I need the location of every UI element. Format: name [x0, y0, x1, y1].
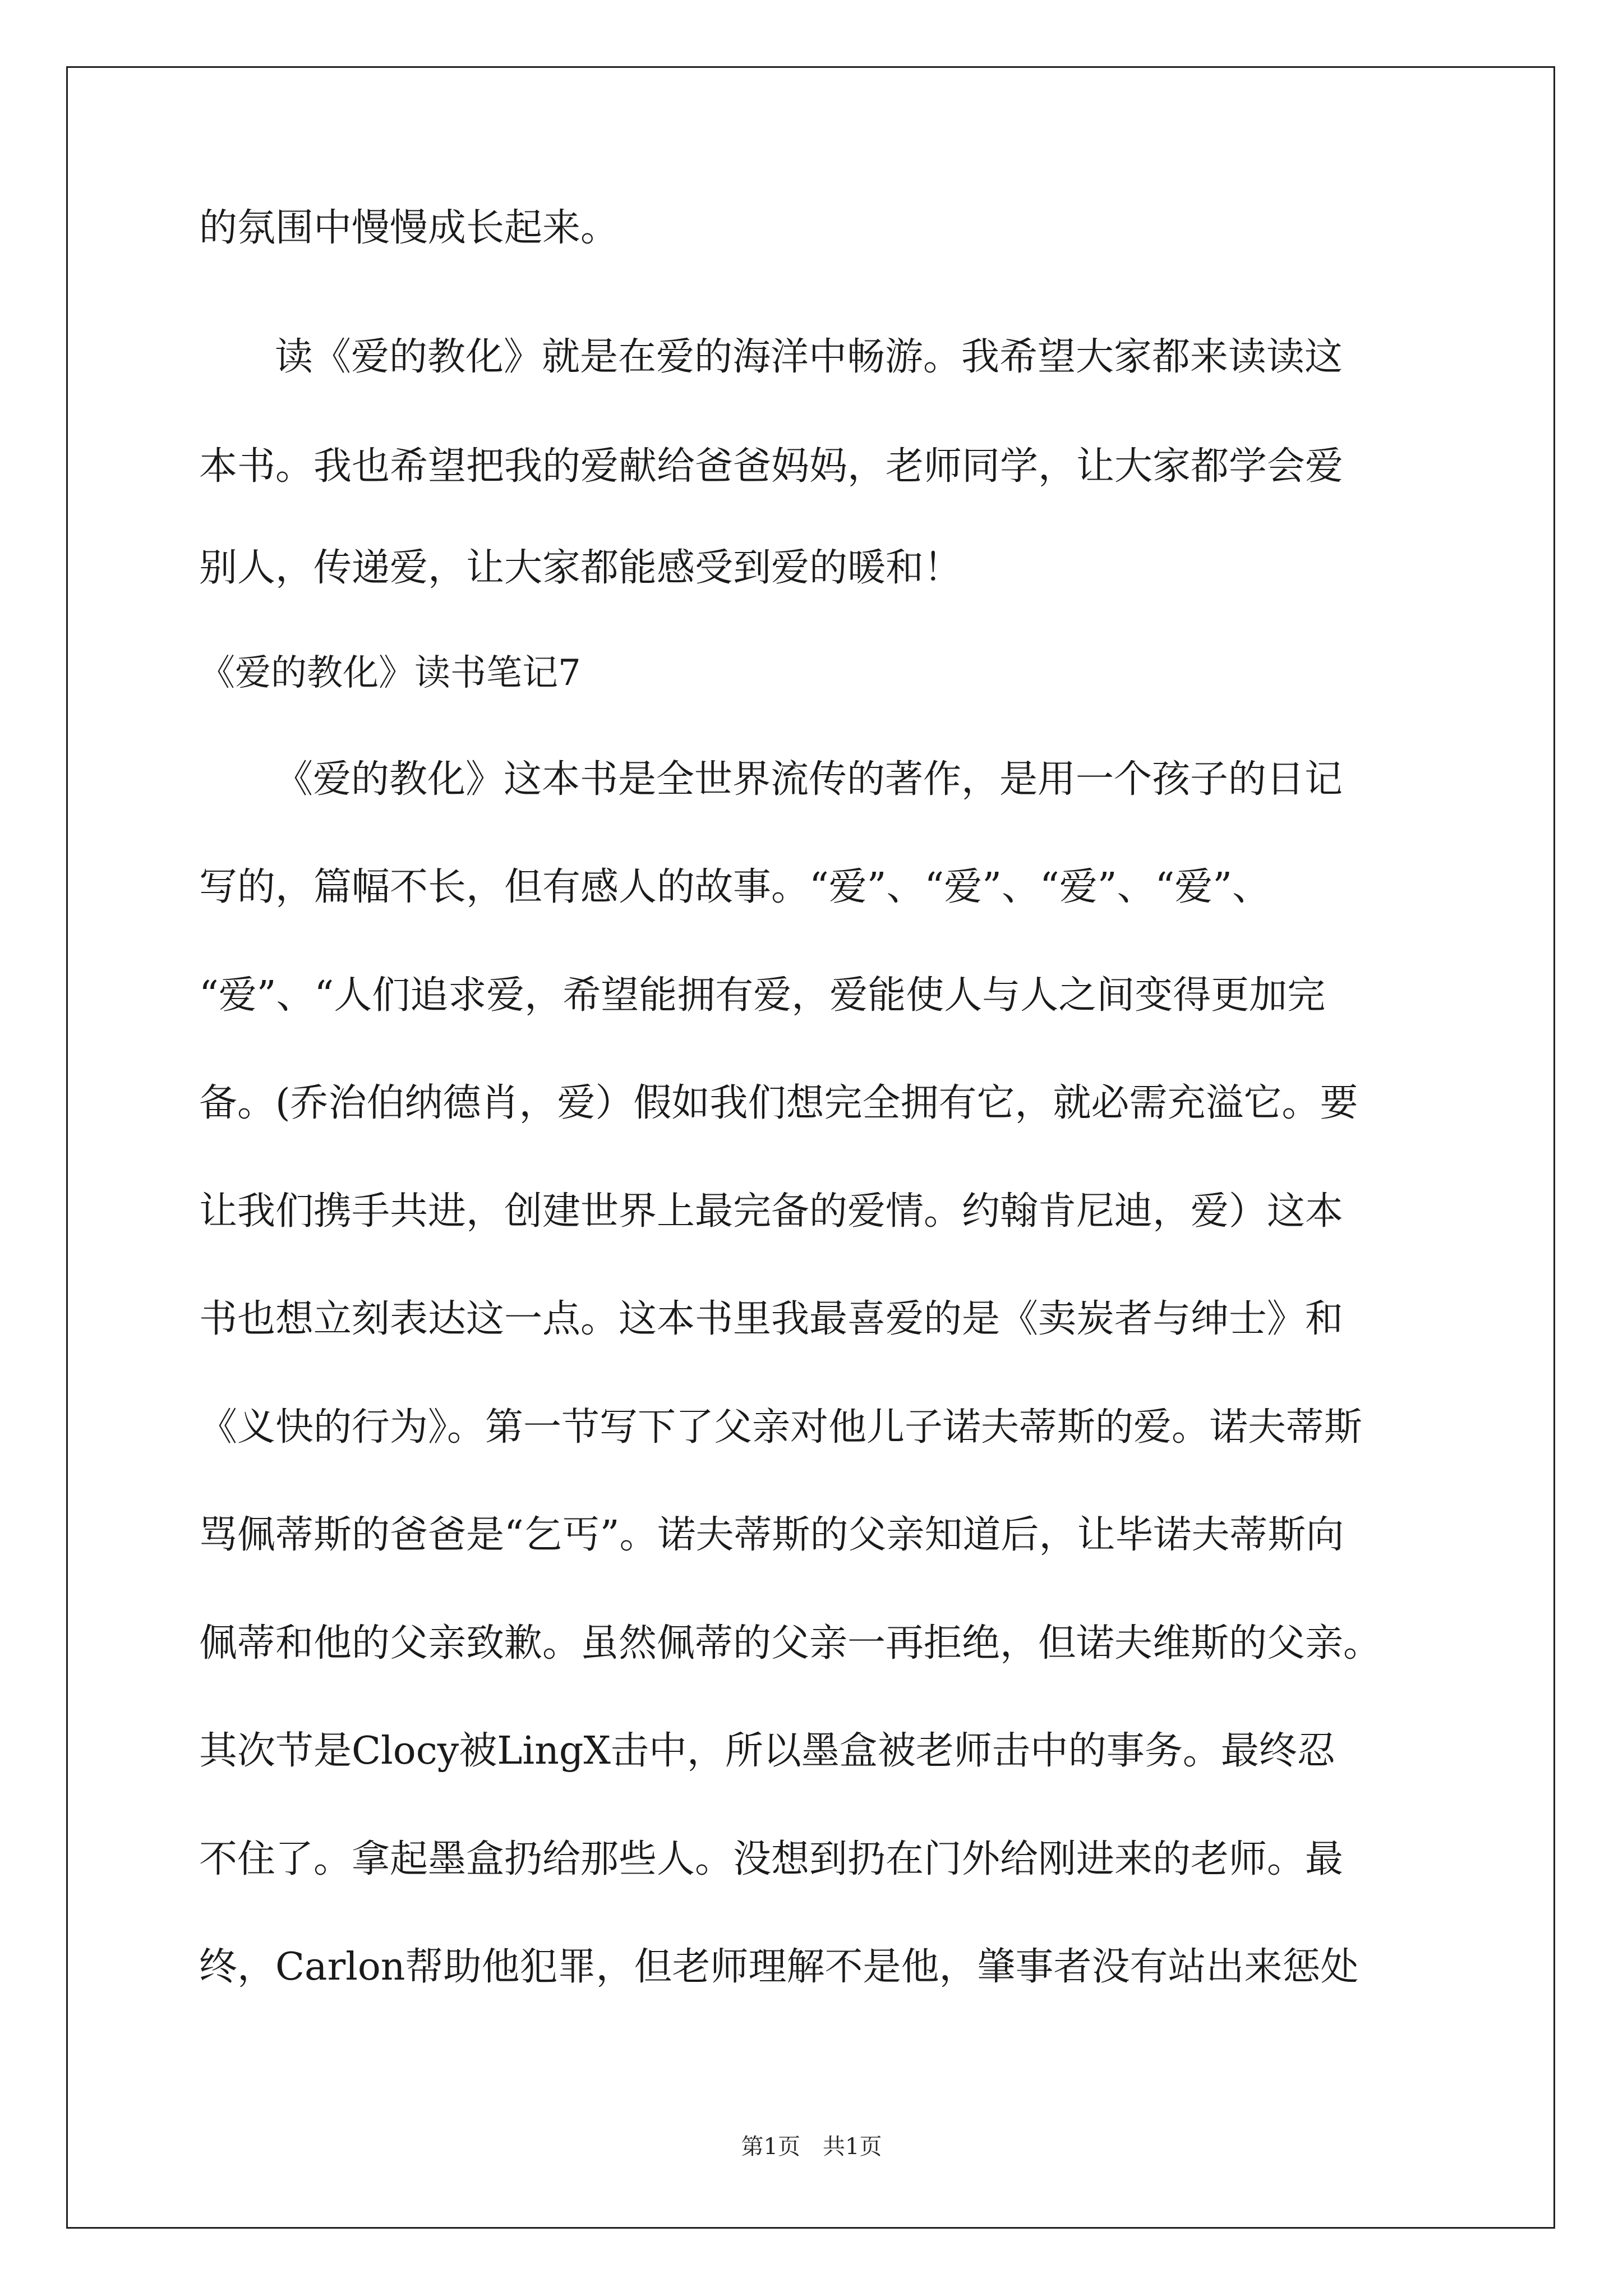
section-heading: 《爱的教化》读书笔记7 [199, 652, 581, 694]
paragraph-line: 让我们携手共进，创建世界上最完备的爱情。约翰肯尼迪，爱）这本 [199, 1189, 1344, 1234]
page-border [66, 66, 1555, 2229]
paragraph-line: 本书。我也希望把我的爱献给爸爸妈妈，老师同学，让大家都学会爱 [199, 444, 1344, 489]
paragraph-line: 读《爱的教化》就是在爱的海洋中畅游。我希望大家都来读读这 [275, 335, 1343, 379]
paragraph-line: 《爱的教化》这本书是全世界流传的著作，是用一个孩子的日记 [275, 757, 1343, 802]
paragraph-line: 佩蒂和他的父亲致歉。虽然佩蒂的父亲一再拒绝，但诺夫维斯的父亲。 [199, 1621, 1382, 1665]
paragraph-line: 不住了。拿起墨盒扔给那些人。没想到扔在门外给刚进来的老师。最 [199, 1837, 1344, 1881]
paragraph-line: 终，Carlon帮助他犯罪，但老师理解不是他，肇事者没有站出来惩处 [199, 1945, 1359, 1989]
paragraph-line: 别人，传递爱，让大家都能感受到爱的暖和！ [199, 546, 962, 590]
paragraph-line: 《义快的行为》。第一节写下了父亲对他儿子诺夫蒂斯的爱。诺夫蒂斯 [199, 1405, 1363, 1450]
paragraph-line: 的氛围中慢慢成长起来。 [199, 206, 619, 250]
paragraph-line: 写的，篇幅不长，但有感人的故事。“爱”、“爱”、“爱”、“爱”、 [199, 865, 1271, 909]
paragraph-line: 备。(乔治伯纳德肖，爱）假如我们想完全拥有它，就必需充溢它。要 [199, 1081, 1358, 1125]
paragraph-line: “爱”、“人们追求爱，希望能拥有爱，爱能使人与人之间变得更加完 [199, 973, 1326, 1018]
paragraph-line: 书也想立刻表达这一点。这本书里我最喜爱的是《卖炭者与绅士》和 [199, 1297, 1344, 1341]
page-footer: 第1页 共1页 [741, 2134, 882, 2160]
paragraph-line: 骂佩蒂斯的爸爸是“乞丐”。诺夫蒂斯的父亲知道后，让毕诺夫蒂斯向 [199, 1513, 1344, 1557]
paragraph-line: 其次节是Clocy被LingX击中，所以墨盒被老师击中的事务。最终忍 [199, 1729, 1335, 1773]
